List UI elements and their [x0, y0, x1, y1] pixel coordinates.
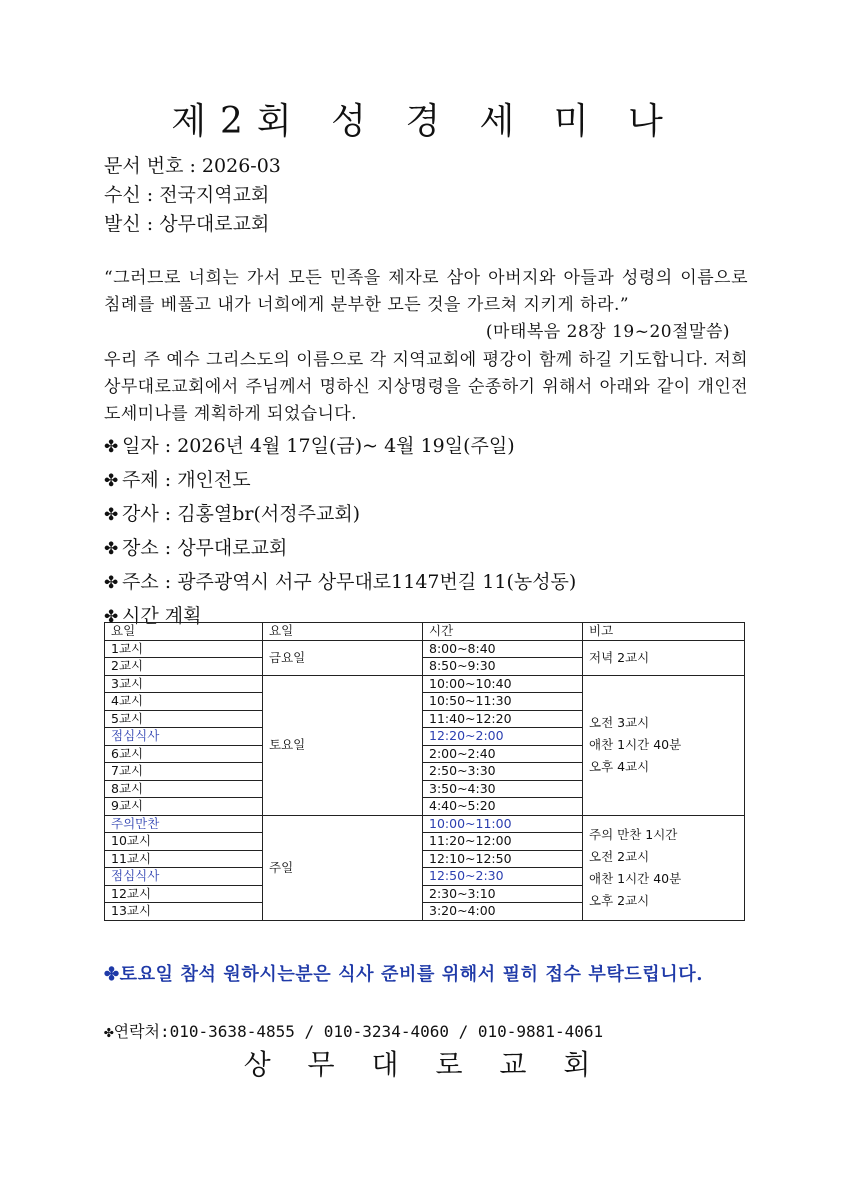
- detail-date: [104, 430, 576, 464]
- scripture-quote: [104, 265, 748, 346]
- time-cell: 11:40~12:20: [423, 710, 583, 728]
- time-cell: 2:50~3:30: [423, 763, 583, 781]
- time-cell: 12:50~2:30: [423, 868, 583, 886]
- table-row: [105, 640, 745, 658]
- cross-bullet-icon: ✤: [104, 539, 119, 559]
- header-period: 요일: [105, 623, 263, 641]
- detail-text: 주제 : 개인전도: [122, 469, 251, 491]
- detail-topic: [104, 464, 576, 498]
- period-cell: 6교시: [105, 745, 263, 763]
- period-cell: 12교시: [105, 885, 263, 903]
- schedule-table: [104, 622, 745, 921]
- day-cell: 주일: [263, 815, 423, 920]
- cross-bullet-icon: ✤: [104, 437, 119, 457]
- period-cell: 9교시: [105, 798, 263, 816]
- table-row: [105, 675, 745, 693]
- time-cell: 10:00~11:00: [423, 815, 583, 833]
- time-cell: 2:30~3:10: [423, 885, 583, 903]
- period-cell: 7교시: [105, 763, 263, 781]
- church-name-footer: 상 무 대 로 교 회: [243, 1048, 605, 1081]
- detail-text: 장소 : 상무대로교회: [122, 537, 288, 559]
- period-cell: 11교시: [105, 850, 263, 868]
- time-cell: 3:50~4:30: [423, 780, 583, 798]
- time-cell: 8:00~8:40: [423, 640, 583, 658]
- note-line: 애찬 1시간 40분: [589, 870, 682, 886]
- header-note: 비고: [583, 623, 745, 641]
- detail-text: 강사 : 김홍열br(서정주교회): [122, 503, 361, 525]
- period-cell: 4교시: [105, 693, 263, 711]
- intro-paragraph: 우리 주 예수 그리스도의 이름으로 각 지역교회에 평강이 함께 하길 기도합니다. 저희 상무대로교회에서 주님께서 명하신 지상명령을 순종하기 위해서 아래와 같이 개인전도세미나를 계획하게 되었습니다.: [104, 350, 748, 424]
- time-cell: 12:10~12:50: [423, 850, 583, 868]
- time-cell: 12:20~2:00: [423, 728, 583, 746]
- sender: 발신 : 상무대로교회: [104, 213, 270, 235]
- period-cell: 10교시: [105, 833, 263, 851]
- day-cell: 토요일: [263, 675, 423, 815]
- note-line: 오전 2교시: [589, 848, 650, 864]
- schedule-body: [105, 623, 745, 921]
- registration-notice: ✤토요일 참석 원하시는분은 식사 준비를 위해서 필히 접수 부탁드립니다.: [104, 964, 704, 985]
- time-cell: 10:00~10:40: [423, 675, 583, 693]
- note-cell: [583, 640, 745, 675]
- cross-bullet-icon: ✤: [104, 573, 119, 593]
- note-line: 오전 3교시: [589, 715, 650, 730]
- period-cell: 점심식사: [105, 728, 263, 746]
- document-title: 제2회 성 경 세 미 나: [171, 101, 677, 142]
- document-meta: [104, 152, 281, 239]
- scripture-text: “그러므로 너희는 가서 모든 민족을 제자로 삼아 아버지와 아들과 성령의 이름으로 침례를 베풀고 내가 너희에게 분부한 모든 것을 가르쳐 지키게 하라.”: [104, 268, 748, 315]
- table-row: [105, 815, 745, 833]
- cross-bullet-icon: ✤: [104, 471, 119, 491]
- period-cell: 3교시: [105, 675, 263, 693]
- time-cell: 3:20~4:00: [423, 903, 583, 921]
- recipient: 수신 : 전국지역교회: [104, 184, 270, 206]
- note-line: 애찬 1시간 40분: [589, 737, 682, 752]
- doc-number: 문서 번호 : 2026-03: [104, 155, 281, 177]
- time-cell: 2:00~2:40: [423, 745, 583, 763]
- period-cell: 5교시: [105, 710, 263, 728]
- note-line: 오후 4교시: [589, 759, 650, 774]
- note-line: 오후 2교시: [589, 892, 650, 908]
- period-cell: 13교시: [105, 903, 263, 921]
- detail-text: 주소 : 광주광역시 서구 상무대로1147번길 11(농성동): [122, 571, 577, 593]
- note-cell: [583, 815, 745, 920]
- time-cell: 10:50~11:30: [423, 693, 583, 711]
- note-line: 주의 만찬 1시간: [589, 826, 678, 842]
- day-cell: 금요일: [263, 640, 423, 675]
- period-cell: 점심식사: [105, 868, 263, 886]
- period-cell: 8교시: [105, 780, 263, 798]
- header-day: 요일: [263, 623, 423, 641]
- detail-address: [104, 566, 576, 600]
- period-cell: 주의만찬: [105, 815, 263, 833]
- detail-text: 시간 계획: [122, 605, 202, 627]
- time-cell: 8:50~9:30: [423, 658, 583, 676]
- event-details: [104, 430, 576, 634]
- detail-text: 일자 : 2026년 4월 17일(금)~ 4월 19일(주일): [122, 435, 515, 457]
- note-cell: [583, 675, 745, 815]
- scripture-citation: (마태복음 28장 19~20절말씀): [485, 322, 730, 342]
- table-header-row: [105, 623, 745, 641]
- cross-bullet-icon: ✤: [104, 505, 119, 525]
- time-cell: 4:40~5:20: [423, 798, 583, 816]
- period-cell: 2교시: [105, 658, 263, 676]
- header-time: 시간: [423, 623, 583, 641]
- period-cell: 1교시: [105, 640, 263, 658]
- detail-venue: [104, 532, 576, 566]
- time-cell: 11:20~12:00: [423, 833, 583, 851]
- detail-speaker: [104, 498, 576, 532]
- note-line: 저녁 2교시: [589, 649, 650, 665]
- contact-info: ✤연락처:010-3638-4855 / 010-3234-4060 / 010-9881-4061: [104, 1022, 604, 1041]
- cross-bullet-icon: ✤: [104, 607, 119, 627]
